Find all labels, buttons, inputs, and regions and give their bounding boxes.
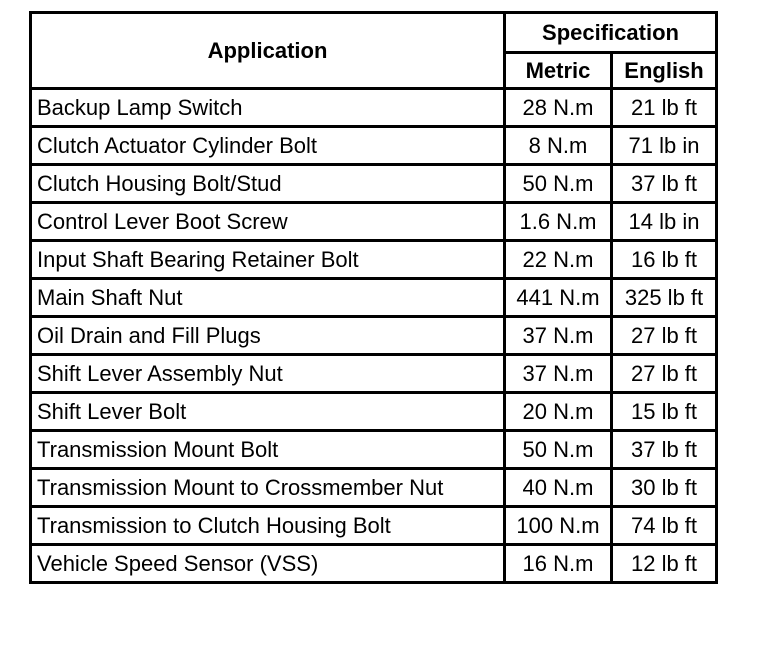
metric-cell: 441 N.m — [505, 279, 612, 317]
application-cell: Shift Lever Bolt — [31, 393, 505, 431]
metric-cell: 100 N.m — [505, 507, 612, 545]
metric-cell: 40 N.m — [505, 469, 612, 507]
application-cell: Clutch Housing Bolt/Stud — [31, 165, 505, 203]
application-cell: Shift Lever Assembly Nut — [31, 355, 505, 393]
metric-cell: 37 N.m — [505, 355, 612, 393]
metric-cell: 22 N.m — [505, 241, 612, 279]
table-row — [31, 127, 717, 165]
header-metric: Metric — [505, 53, 612, 89]
table-row — [31, 355, 717, 393]
english-cell: 16 lb ft — [612, 241, 717, 279]
torque-spec-table — [29, 11, 718, 584]
table-row — [31, 431, 717, 469]
application-cell: Clutch Actuator Cylinder Bolt — [31, 127, 505, 165]
table-row — [31, 203, 717, 241]
table-row — [31, 469, 717, 507]
english-cell: 30 lb ft — [612, 469, 717, 507]
table-row — [31, 279, 717, 317]
table-row — [31, 393, 717, 431]
header-specification: Specification — [505, 13, 717, 53]
application-cell: Input Shaft Bearing Retainer Bolt — [31, 241, 505, 279]
metric-cell: 50 N.m — [505, 431, 612, 469]
english-cell: 14 lb in — [612, 203, 717, 241]
english-cell: 325 lb ft — [612, 279, 717, 317]
application-cell: Transmission Mount to Crossmember Nut — [31, 469, 505, 507]
header-application: Application — [31, 13, 505, 89]
application-cell: Main Shaft Nut — [31, 279, 505, 317]
table-row — [31, 241, 717, 279]
metric-cell: 16 N.m — [505, 545, 612, 583]
english-cell: 21 lb ft — [612, 89, 717, 127]
metric-cell: 50 N.m — [505, 165, 612, 203]
table-row — [31, 165, 717, 203]
metric-cell: 8 N.m — [505, 127, 612, 165]
english-cell: 27 lb ft — [612, 317, 717, 355]
table-row — [31, 507, 717, 545]
table-row — [31, 317, 717, 355]
english-cell: 71 lb in — [612, 127, 717, 165]
metric-cell: 20 N.m — [505, 393, 612, 431]
application-cell: Vehicle Speed Sensor (VSS) — [31, 545, 505, 583]
table-body — [31, 89, 717, 583]
english-cell: 74 lb ft — [612, 507, 717, 545]
english-cell: 37 lb ft — [612, 431, 717, 469]
header-english: English — [612, 53, 717, 89]
application-cell: Transmission to Clutch Housing Bolt — [31, 507, 505, 545]
english-cell: 37 lb ft — [612, 165, 717, 203]
english-cell: 27 lb ft — [612, 355, 717, 393]
table-row — [31, 545, 717, 583]
metric-cell: 28 N.m — [505, 89, 612, 127]
application-cell: Oil Drain and Fill Plugs — [31, 317, 505, 355]
metric-cell: 1.6 N.m — [505, 203, 612, 241]
metric-cell: 37 N.m — [505, 317, 612, 355]
english-cell: 15 lb ft — [612, 393, 717, 431]
table-row — [31, 89, 717, 127]
english-cell: 12 lb ft — [612, 545, 717, 583]
application-cell: Control Lever Boot Screw — [31, 203, 505, 241]
application-cell: Backup Lamp Switch — [31, 89, 505, 127]
application-cell: Transmission Mount Bolt — [31, 431, 505, 469]
